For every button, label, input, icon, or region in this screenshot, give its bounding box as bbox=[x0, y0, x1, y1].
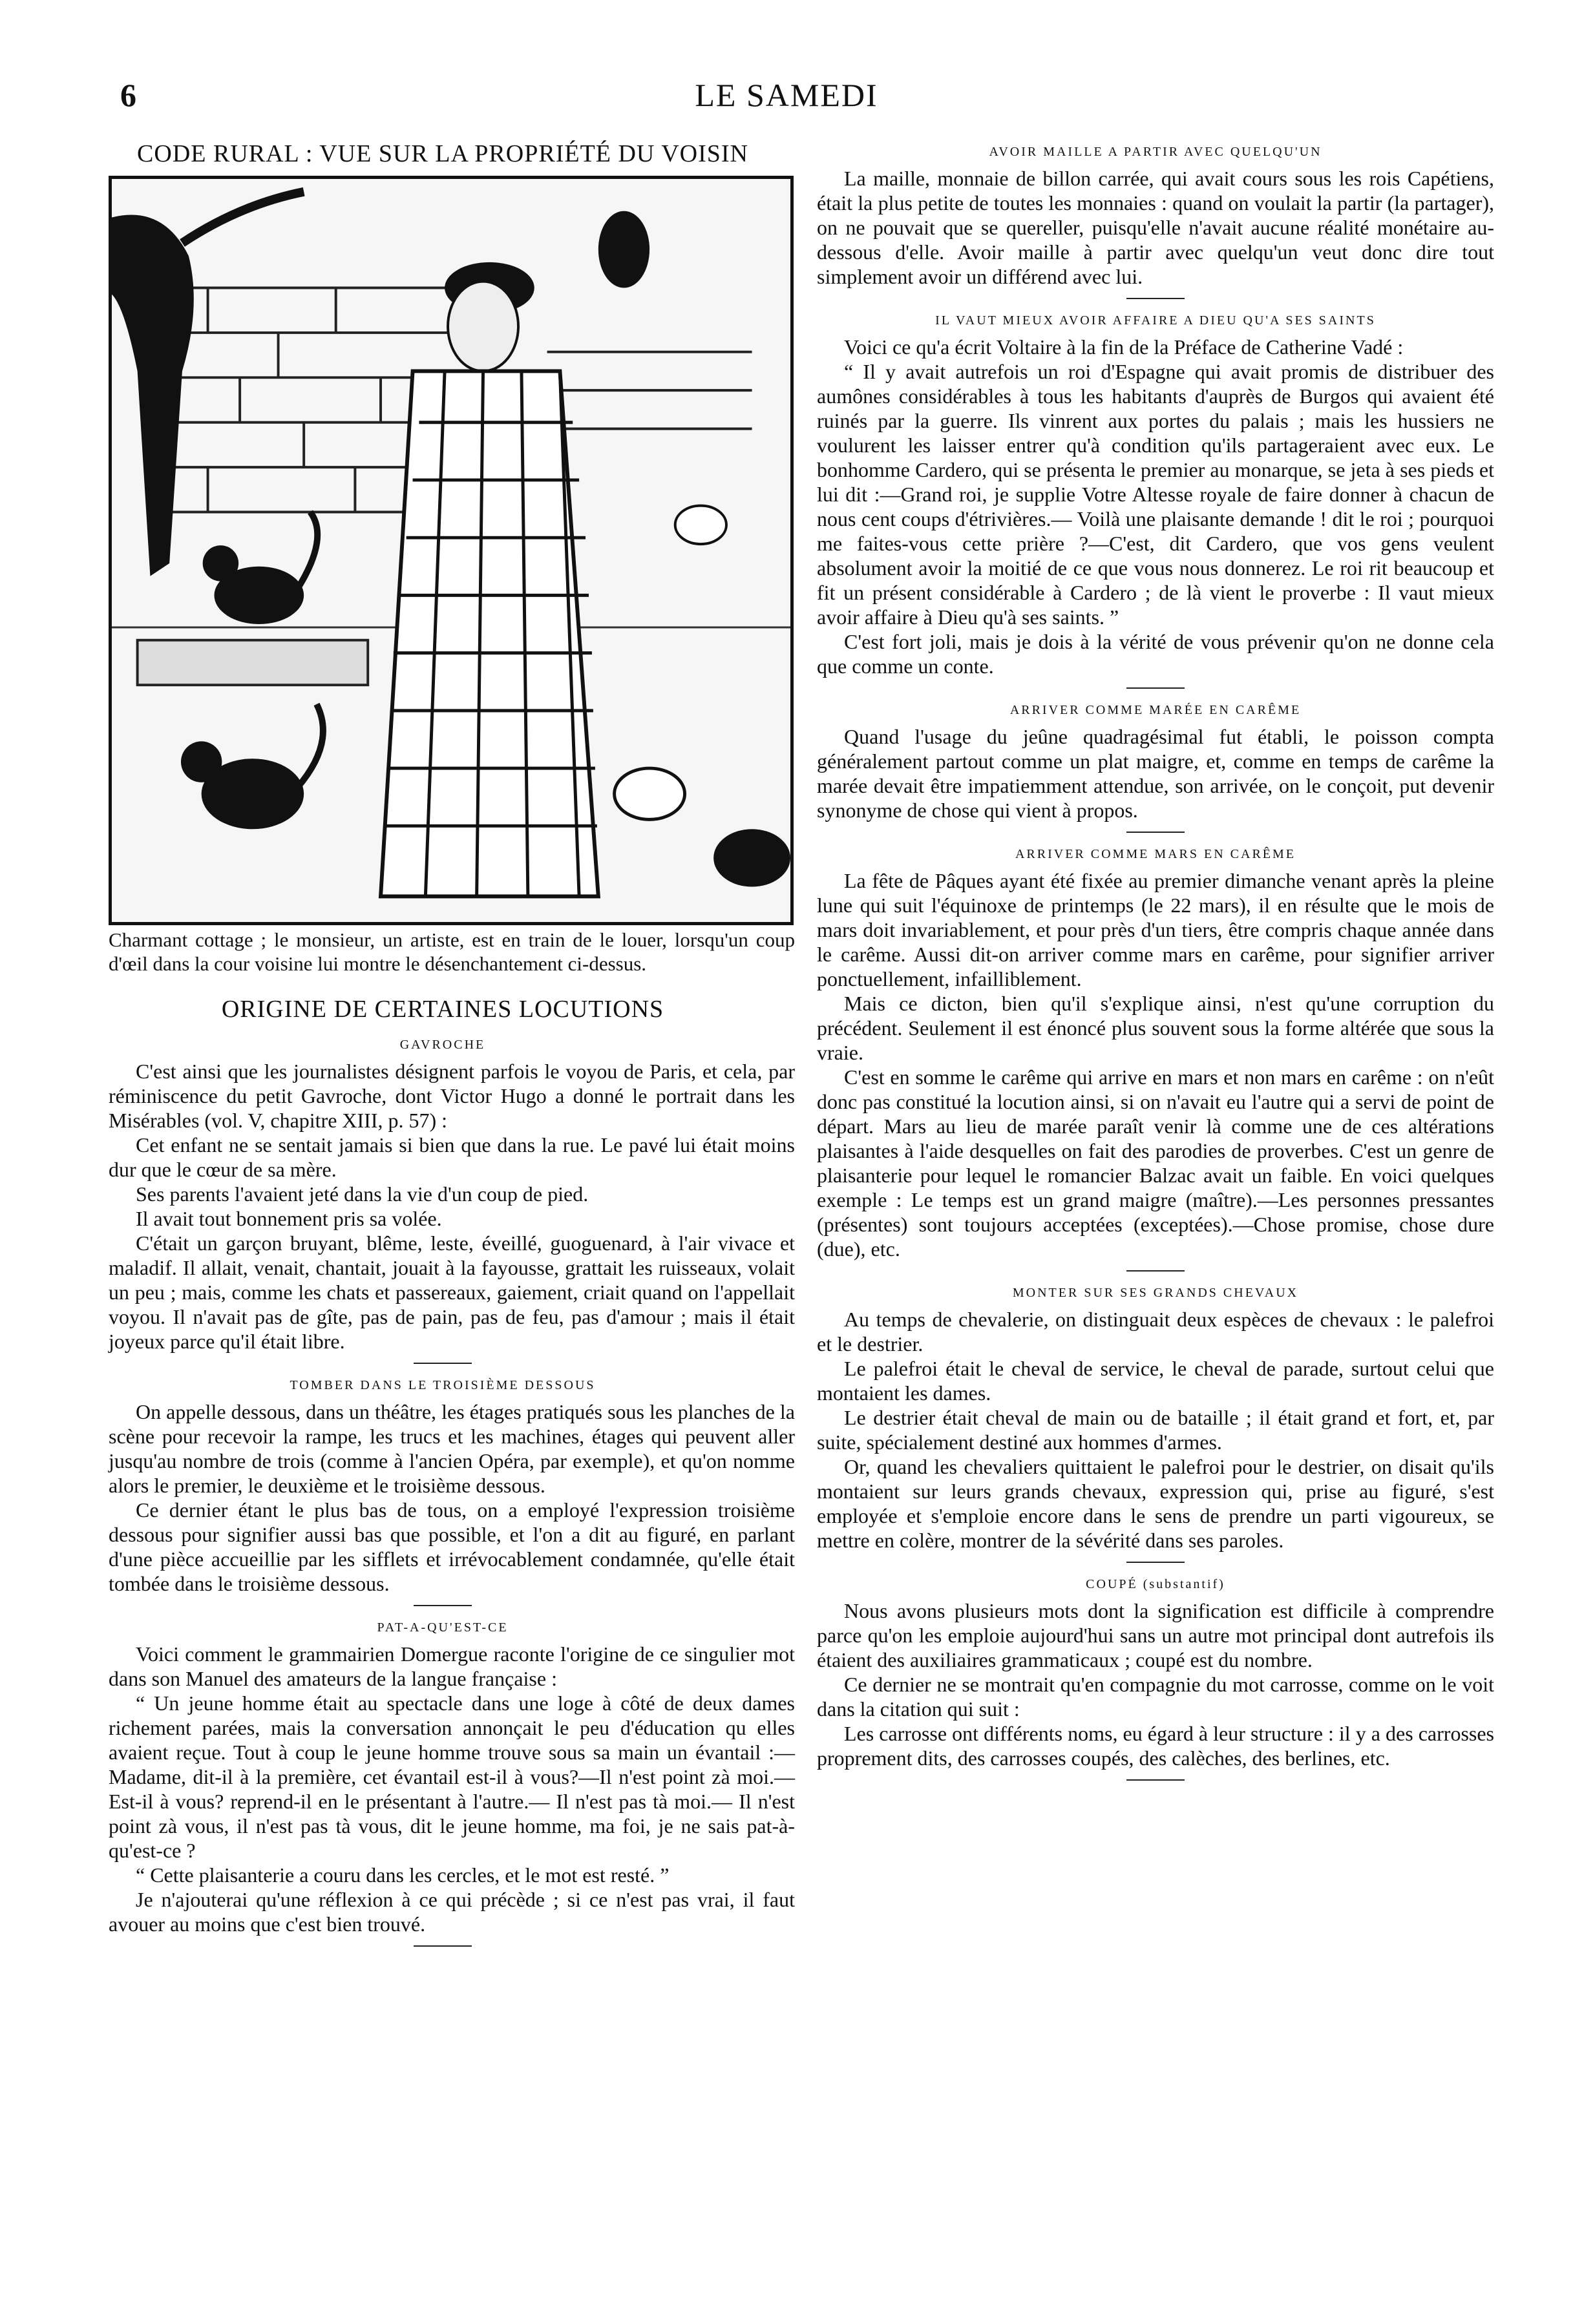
cartoon-drawing bbox=[112, 179, 790, 922]
paragraph: “ Un jeune homme était au spectacle dans une loge à côté de deux dames richement parées, mais la conversation annonçait le peu d'éducation qu elles avaient reçue. Tout à coup le jeune homme trouve sous sa main un évantail :—Madame, dit-il à la première, cet évantail est-il à vous?—Il n'est point zà moi.—Est-il à vous? reprend-il en le présentant à l'autre.— Il n'est pas tà moi.— Il n'est point zà vous, il n'est pas tà vous, dit le jeune homme, ma foi, je ne sais pat-à-qu'est-ce ? bbox=[109, 1691, 795, 1862]
illustration-caption: Charmant cottage ; le monsieur, un artiste, est en train de le louer, lorsqu'un coup d'œil dans la cour voisine lui montre le désenchantement ci-dessus. bbox=[109, 928, 795, 975]
heading-maille: AVOIR MAILLE A PARTIR AVEC QUELQU'UN bbox=[989, 145, 1322, 159]
paragraph: Le destrier était cheval de main ou de bataille ; il était grand et fort, et, par suite, spécialement destiné aux hommes d'armes. bbox=[817, 1406, 1494, 1454]
divider bbox=[1126, 1779, 1185, 1781]
section-title: ORIGINE DE CERTAINES LOCUTIONS bbox=[221, 996, 664, 1023]
article-maille bbox=[817, 166, 1494, 289]
article-dieu bbox=[817, 335, 1494, 678]
divider bbox=[1126, 1270, 1185, 1272]
article-chevaux bbox=[817, 1307, 1494, 1553]
paragraph: Or, quand les chevaliers quittaient le palefroi pour le destrier, on disait qu'ils montaient sur leurs grands chevaux, expression qui, prise au figuré, s'est employée et s'emploie encore dans le sens de prendre un parti vigoureux, se mettre en colère, montrer de la sévérité dans ses paroles. bbox=[817, 1455, 1494, 1552]
paragraph: Ses parents l'avaient jeté dans la vie d'un coup de pied. bbox=[136, 1182, 589, 1206]
paragraph: Quand l'usage du jeûne quadragésimal fut établi, le poisson compta généralement partout comme un plat maigre, et, comme en temps de carême la marée devait être impatiemment attendue, son arrivée, on le conçoit, put devenir synonyme de chose qui vient à propos. bbox=[817, 725, 1494, 822]
paragraph: C'est en somme le carême qui arrive en mars et non mars en carême : on n'eût donc pas constitué la locution ainsi, si on n'avait eu l'autre qui a servi de point de départ. Mars au lieu de marée paraît venir là comme une de ces altérations plaisantes à l'aide desquelles on fait des parodies de proverbes. C'est un genre de plaisanterie pour lequel le romancier Balzac avait un faible. En voici quelques exemple : Le temps est un grand maigre (maître).—Les personnes pressantes (présentes) sont toujours acceptées (exceptées).—Chose promise, chose dure (due), etc. bbox=[817, 1065, 1494, 1261]
paragraph: On appelle dessous, dans un théâtre, les étages pratiqués sous les planches de la scène pour recevoir la rampe, les trucs et les machines, étages qui peuvent aller jusqu'au nombre de trois (comme à l'ancien Opéra, par exemple), et qu'on nomme alors le premier, le deuxième et le troisième dessous. bbox=[109, 1400, 795, 1497]
paragraph: Nous avons plusieurs mots dont la signification est difficile à comprendre parce qu'on les emploie aujourd'hui sans un autre mot principal dont autrefois ils étaient des auxiliaires grammaticaux ; coupé est du nombre. bbox=[817, 1599, 1494, 1671]
divider bbox=[1126, 832, 1185, 833]
paragraph: Ce dernier ne se montrait qu'en compagnie du mot carrosse, comme on le voit dans la citation qui suit : bbox=[817, 1673, 1494, 1721]
heading-maree: ARRIVER COMME MARÉE EN CARÊME bbox=[1009, 703, 1302, 717]
right-column bbox=[817, 140, 1494, 1781]
paragraph: Ce dernier étant le plus bas de tous, on a employé l'expression troisième dessous pour signifier aussi bas que possible, et l'on a dit au figuré, en parlant d'une pièce accueillie par les sifflets et irrévocablement condamnée, qu'elle était tombée dans le troisième dessous. bbox=[109, 1498, 795, 1595]
paragraph: Au temps de chevalerie, on distinguait deux espèces de chevaux : le palefroi et le destrier. bbox=[817, 1308, 1494, 1356]
heading-coupe: COUPÉ (substantif) bbox=[1086, 1577, 1225, 1591]
heading-chevaux: MONTER SUR SES GRANDS CHEVAUX bbox=[1012, 1286, 1299, 1300]
paragraph: C'est ainsi que les journalistes désignent parfois le voyou de Paris, et cela, par réminiscence du petit Gavroche, dont Victor Hugo a donné le portrait dans les Misérables (vol. V, chapitre XIII, p. 57) : bbox=[109, 1060, 795, 1132]
page-number: 6 bbox=[120, 77, 136, 113]
paragraph: C'était un garçon bruyant, blême, leste, éveillé, guoguenard, à l'air vivace et maladif. Il allait, venait, chantait, jouait à la fayousse, grattait les ruisseaux, volait un peu ; mais, comme les chats et passereaux, gaiement, criait quand on l'appellait voyou. Il n'avait pas de gîte, pas de pain, pas de feu, pas d'amour ; mais il était joyeux parce qu'il était libre. bbox=[109, 1231, 795, 1353]
illustration-title: CODE RURAL : VUE SUR LA PROPRIÉTÉ DU VOISIN bbox=[137, 140, 748, 167]
article-gavroche bbox=[109, 1059, 795, 1354]
heading-mars: ARRIVER COMME MARS EN CARÊME bbox=[1015, 847, 1296, 861]
paragraph: Cet enfant ne se sentait jamais si bien que dans la rue. Le pavé lui était moins dur que le cœur de sa mère. bbox=[109, 1133, 795, 1181]
paragraph: La maille, monnaie de billon carrée, qui avait cours sous les rois Capétiens, était la plus petite de toutes les monnaies : quand on voulait la partir (la partager), on ne pouvait que se quereller, puisqu'elle n'avait aucune réalité monétaire au-dessous d'elle. Avoir maille à partir avec quelqu'un veut donc dire tout simplement avoir un différend avec lui. bbox=[817, 167, 1494, 288]
heading-gavroche: GAVROCHE bbox=[399, 1038, 486, 1052]
cartoon-illustration bbox=[109, 176, 794, 925]
article-tomber bbox=[109, 1399, 795, 1596]
paragraph: Les carrosse ont différents noms, eu égard à leur structure : il y a des carrosses proprement dits, des carrosses coupés, des calèches, des berlines, etc. bbox=[817, 1722, 1494, 1770]
divider bbox=[1126, 687, 1185, 689]
paragraph: C'est fort joli, mais je dois à la vérité de vous prévenir qu'on ne donne cela que comme un conte. bbox=[817, 630, 1494, 678]
paragraph: Voici comment le grammairien Domergue raconte l'origine de ce singulier mot dans son Manuel des amateurs de la langue française : bbox=[109, 1642, 795, 1690]
paragraph: “ Il y avait autrefois un roi d'Espagne qui avait promis de distribuer des aumônes considérables à tous les habitants d'auprès de Burgos qui avaient été ruinés par la guerre. Ils vinrent aux portes du palais ; mais les hussiers ne voulurent les laisser entrer qu'à condition qu'ils partageraient avec eux. Le bonhomme Cardero, qui se présenta le premier au monarque, se jeta à ses pieds et lui dit :—Grand roi, je supplie Votre Altesse royale de faire donner à chacun de nous cent coups d'étrivières.— Voilà une plaisante demande ! dit le roi ; pourquoi me faites-vous cette prière ?—C'est, dit Cardero, que vos gens veulent absolument avoir la moitié de ce que vous nous donnerez. Le roi rit beaucoup et fit un présent considérable à Cardero ; de là vient le proverbe : Il vaut mieux avoir affaire à Dieu qu'à ses saints. ” bbox=[817, 360, 1494, 629]
paragraph: La fête de Pâques ayant été fixée au premier dimanche venant après la pleine lune qui suit l'équinoxe de printemps (le 22 mars), il en résulte que le mois de mars doit invariablement, et pour près d'un tiers, être compris chaque année dans le carême. Aussi dit-on arriver comme mars en carême, pour signifier arriver ponctuellement, infailliblement. bbox=[817, 869, 1494, 990]
paragraph: Il avait tout bonnement pris sa volée. bbox=[136, 1207, 442, 1230]
divider bbox=[1126, 298, 1185, 299]
divider bbox=[1126, 1562, 1185, 1563]
divider bbox=[414, 1605, 472, 1606]
article-maree bbox=[817, 724, 1494, 822]
paragraph: Voici ce qu'a écrit Voltaire à la fin de la Préface de Catherine Vadé : bbox=[844, 335, 1404, 359]
article-mars bbox=[817, 868, 1494, 1261]
divider bbox=[414, 1945, 472, 1947]
heading-pataquest: PAT-A-QU'EST-CE bbox=[377, 1620, 509, 1635]
article-pataquest bbox=[109, 1642, 795, 1936]
heading-tomber: TOMBER DANS LE TROISIÈME DESSOUS bbox=[290, 1378, 596, 1392]
heading-dieu: IL VAUT MIEUX AVOIR AFFAIRE A DIEU QU'A SES SAINTS bbox=[935, 313, 1376, 328]
running-head: LE SAMEDI bbox=[695, 77, 878, 113]
paragraph: “ Cette plaisanterie a couru dans les cercles, et le mot est resté. ” bbox=[136, 1863, 670, 1887]
article-coupe bbox=[817, 1598, 1494, 1770]
paragraph: Mais ce dicton, bien qu'il s'explique ainsi, n'est qu'une corruption du précédent. Seulement il est énoncé plus souvent sous la forme altérée que sous la vraie. bbox=[817, 992, 1494, 1064]
paragraph: Je n'ajouterai qu'une réflexion à ce qui précède ; si ce n'est pas vrai, il faut avouer au moins que c'est bien trouvé. bbox=[109, 1888, 795, 1936]
left-column bbox=[90, 140, 795, 1947]
paragraph: Le palefroi était le cheval de service, le cheval de parade, surtout celui que montaient les dames. bbox=[817, 1357, 1494, 1405]
divider bbox=[414, 1363, 472, 1364]
